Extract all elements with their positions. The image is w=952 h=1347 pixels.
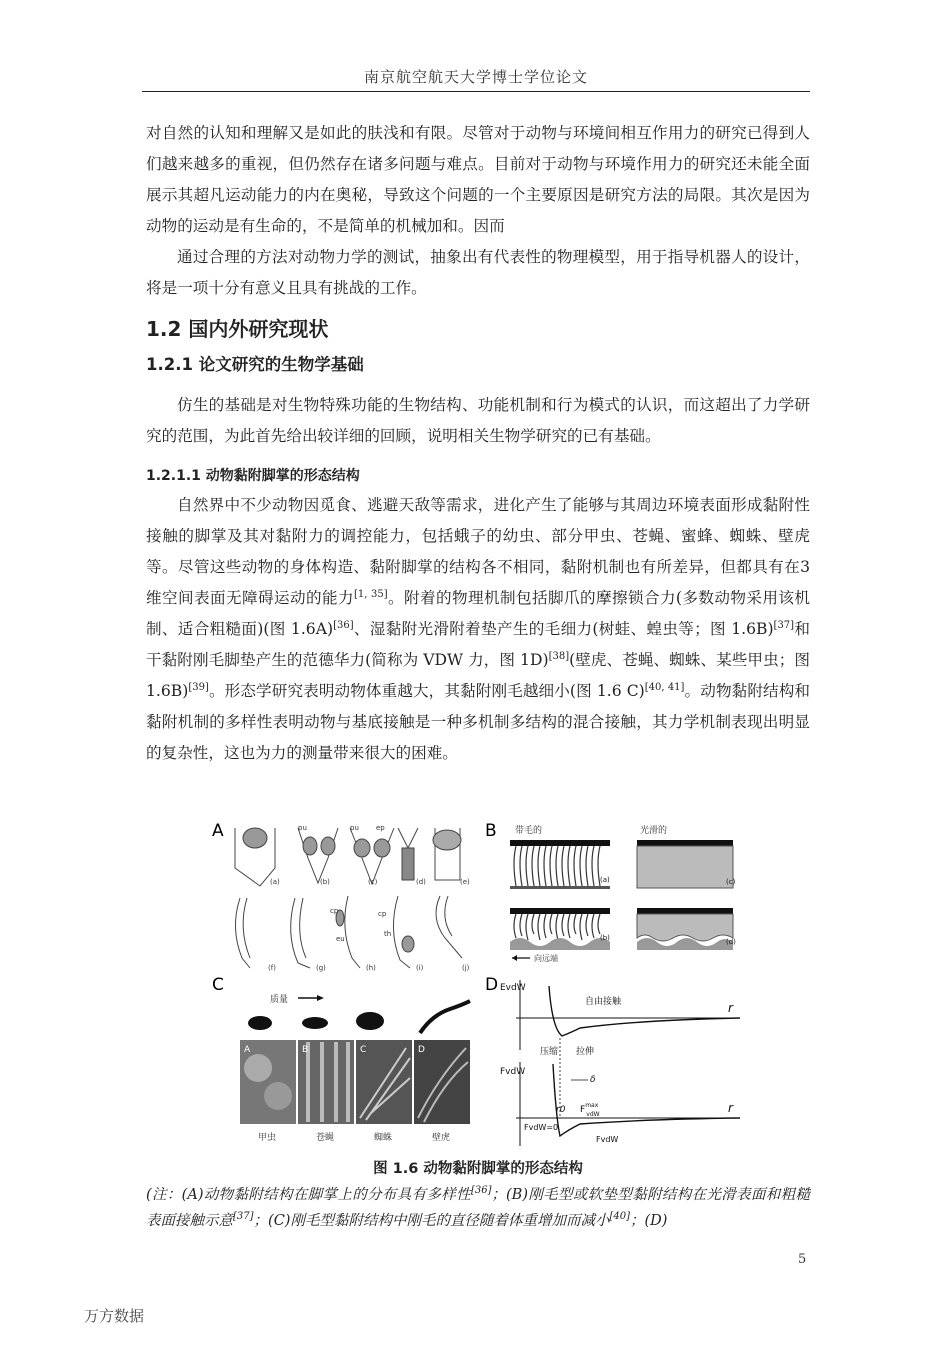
citation: [38]	[548, 650, 570, 662]
panel-d-labels	[500, 983, 734, 1144]
citation: [40, 41]	[644, 681, 685, 693]
hair-array-top	[514, 846, 600, 886]
smooth-label: 光滑的	[640, 826, 668, 836]
paragraph-2: 通过合理的方法对动物力学的测试，抽象出有代表性的物理模型，用于指导机器人的设计，将是一项十分有意义且具有挑战的工作。	[146, 248, 810, 297]
page-number: 5	[798, 1252, 807, 1267]
part-label: pu	[350, 824, 359, 832]
fmax-sub: vdW	[586, 1111, 600, 1118]
sub-label: (h)	[366, 964, 376, 972]
sem-letter: A	[244, 1045, 251, 1055]
text-run: (壁虎、苍蝇、蜘蛛、某些甲虫；图 1.6B)	[146, 651, 810, 700]
panel-a-drawings	[235, 828, 462, 968]
text-run: 。形态学研究表明动物体重越大，其黏附刚毛越细小(图 1.6 C)	[208, 682, 645, 700]
panel-b-drawings	[510, 824, 736, 963]
axis-label: r	[728, 1101, 733, 1115]
citation: [36]	[333, 619, 354, 631]
sub-label: (i)	[416, 964, 424, 972]
sub-label: (d)	[416, 878, 426, 886]
text-run: 。附着的物理机制包括脚爪的摩擦锁合力(多数动物采用该机制、适合粗糙面)(图 1.6A)	[146, 589, 810, 638]
running-header: 南京航空航天大学博士学位论文	[363, 68, 588, 86]
tension-label: 拉伸	[576, 1047, 595, 1057]
citation: [40]	[609, 1211, 630, 1223]
sub-label: (c)	[368, 878, 378, 886]
sub-label: (f)	[268, 964, 276, 972]
paragraph-3: 仿生的基础是对生物特殊功能的生物结构、功能机制和行为模式的认识，而这超出了力学研究的范围，为此首先给出较详细的回顾，说明相关生物学研究的已有基础。	[146, 396, 810, 445]
panel-letter-a: A	[212, 821, 224, 841]
subsubsection-heading: 1.2.1.1 动物黏附脚掌的形态结构	[146, 468, 360, 484]
zero-force-label: FvdW=0	[524, 1123, 559, 1132]
sub-label: (d)	[726, 938, 736, 946]
part-label: th	[384, 930, 392, 938]
note-run: ；(C)刚毛型黏附结构中刚毛的直径随着体重增加而减小	[253, 1213, 610, 1229]
panel-letter-b: B	[485, 821, 497, 841]
spider-silhouette	[356, 1012, 384, 1030]
header-rule	[142, 91, 810, 92]
subsection-heading: 1.2.1 论文研究的生物学基础	[146, 355, 364, 374]
panel-letter-d: D	[485, 975, 499, 995]
note-run: (注：(A)动物黏附结构在脚掌上的分布具有多样性	[146, 1187, 471, 1203]
force-arrow-label: FvdW	[596, 1135, 619, 1144]
axis-label: r	[728, 1001, 733, 1015]
compression-label: 压缩	[540, 1047, 559, 1057]
watermark: 万方数据	[84, 1307, 145, 1325]
hairy-label: 带毛的	[515, 826, 543, 836]
section-heading: 1.2 国内外研究现状	[146, 317, 329, 341]
distal-arrow-label: 向远端	[534, 954, 558, 963]
panel-c	[240, 993, 470, 1143]
part-label: ep	[376, 824, 385, 832]
animal-label: 苍蝇	[316, 1133, 335, 1143]
figure-note	[146, 1182, 810, 1234]
sub-label: (a)	[600, 876, 610, 884]
citation: [37]	[233, 1211, 254, 1223]
sem-letter: B	[302, 1045, 309, 1055]
energy-curve	[549, 986, 740, 1036]
force-curve	[553, 1064, 740, 1136]
animal-label: 蜘蛛	[374, 1133, 393, 1143]
note-run: ；(B)刚毛型或软垫型黏附结构在光滑表面和粗糙表面接触示意	[146, 1187, 810, 1229]
text-run: 自然界中不少动物因觅食、逃避天敌等需求，进化产生了能够与其周边环境表面形成黏附性接触的脚掌及其对黏附力的调控能力，包括蛾子的幼虫、部分甲虫、苍蝇、蜜蜂、蜘蛛、壁虎等。尽管这些动物的身体构造、黏附脚掌的结构各不相同，黏附机制也有所差异，但都具有在3维空间表面无障碍运动的能力	[146, 496, 810, 607]
sem-letter: C	[360, 1045, 367, 1055]
sub-label: (b)	[600, 934, 610, 942]
note-run: ；(D)	[629, 1213, 668, 1229]
citation: [37]	[773, 619, 795, 631]
citation: [1, 35]	[353, 588, 388, 600]
figure-1-6	[200, 818, 760, 1148]
animal-label: 壁虎	[432, 1133, 451, 1143]
part-label: cp	[330, 907, 339, 915]
axis-label: EvdW	[500, 983, 526, 993]
sub-label: (b)	[320, 878, 330, 886]
sub-label: (c)	[726, 878, 736, 886]
fly-silhouette	[302, 1017, 328, 1029]
sub-label: (g)	[316, 964, 326, 972]
panel-letter-c: C	[212, 975, 224, 995]
citation: [39]	[188, 681, 209, 693]
fmax-sup: max	[585, 1102, 599, 1109]
sub-label: (j)	[462, 964, 470, 972]
citation: [36]	[470, 1185, 492, 1197]
animal-label: 甲虫	[258, 1133, 277, 1143]
gecko-silhouette	[420, 1001, 470, 1033]
delta-label: δ	[590, 1075, 596, 1085]
part-label: cp	[378, 910, 387, 918]
beetle-silhouette	[248, 1016, 272, 1030]
main-text	[146, 118, 810, 769]
mass-label: 质量	[270, 995, 289, 1005]
part-label: pu	[298, 824, 307, 832]
text-run: 和干黏附刚毛脚垫产生的范德华力(简称为 VDW 力，图 1D)	[146, 620, 810, 669]
figure-graphic	[200, 818, 760, 1148]
hair-array-bottom	[514, 914, 600, 940]
figure-caption: 图 1.6 动物黏附脚掌的形态结构	[373, 1161, 583, 1177]
axis-label: FvdW	[500, 1067, 526, 1077]
paragraph-4	[146, 490, 810, 769]
r0-label: r0	[556, 1105, 566, 1115]
text-run: 、湿黏附光滑附着垫产生的毛细力(树蛙、蝗虫等；图 1.6B)	[353, 620, 774, 638]
sem-letter: D	[418, 1045, 425, 1055]
sub-label: (e)	[460, 878, 470, 886]
paragraph-1: 对自然的认知和理解又是如此的肤浅和有限。尽管对于动物与环境间相互作用力的研究已得到人们越来越多的重视，但仍然存在诸多问题与难点。目前对于动物与环境作用力的研究还未能全面展示其超凡运动能力的内在奥秘，导致这个问题的一个主要原因是研究方法的局限。其次是因为动物的运动是有生命的，不是简单的机械加和。因而	[146, 124, 810, 235]
panel-d	[516, 980, 740, 1146]
sub-label: (a)	[270, 878, 280, 886]
text-run: 。动物黏附结构和黏附机制的多样性表明动物与基底接触是一种多机制多结构的混合接触，其力学机制表现出明显的复杂性，这也为力的测量带来很大的困难。	[146, 682, 811, 762]
free-contact-label: 自由接触	[585, 997, 622, 1007]
fmax-label	[580, 1102, 600, 1118]
part-label: eu	[336, 935, 345, 943]
fmax-symbol: F	[580, 1105, 586, 1115]
